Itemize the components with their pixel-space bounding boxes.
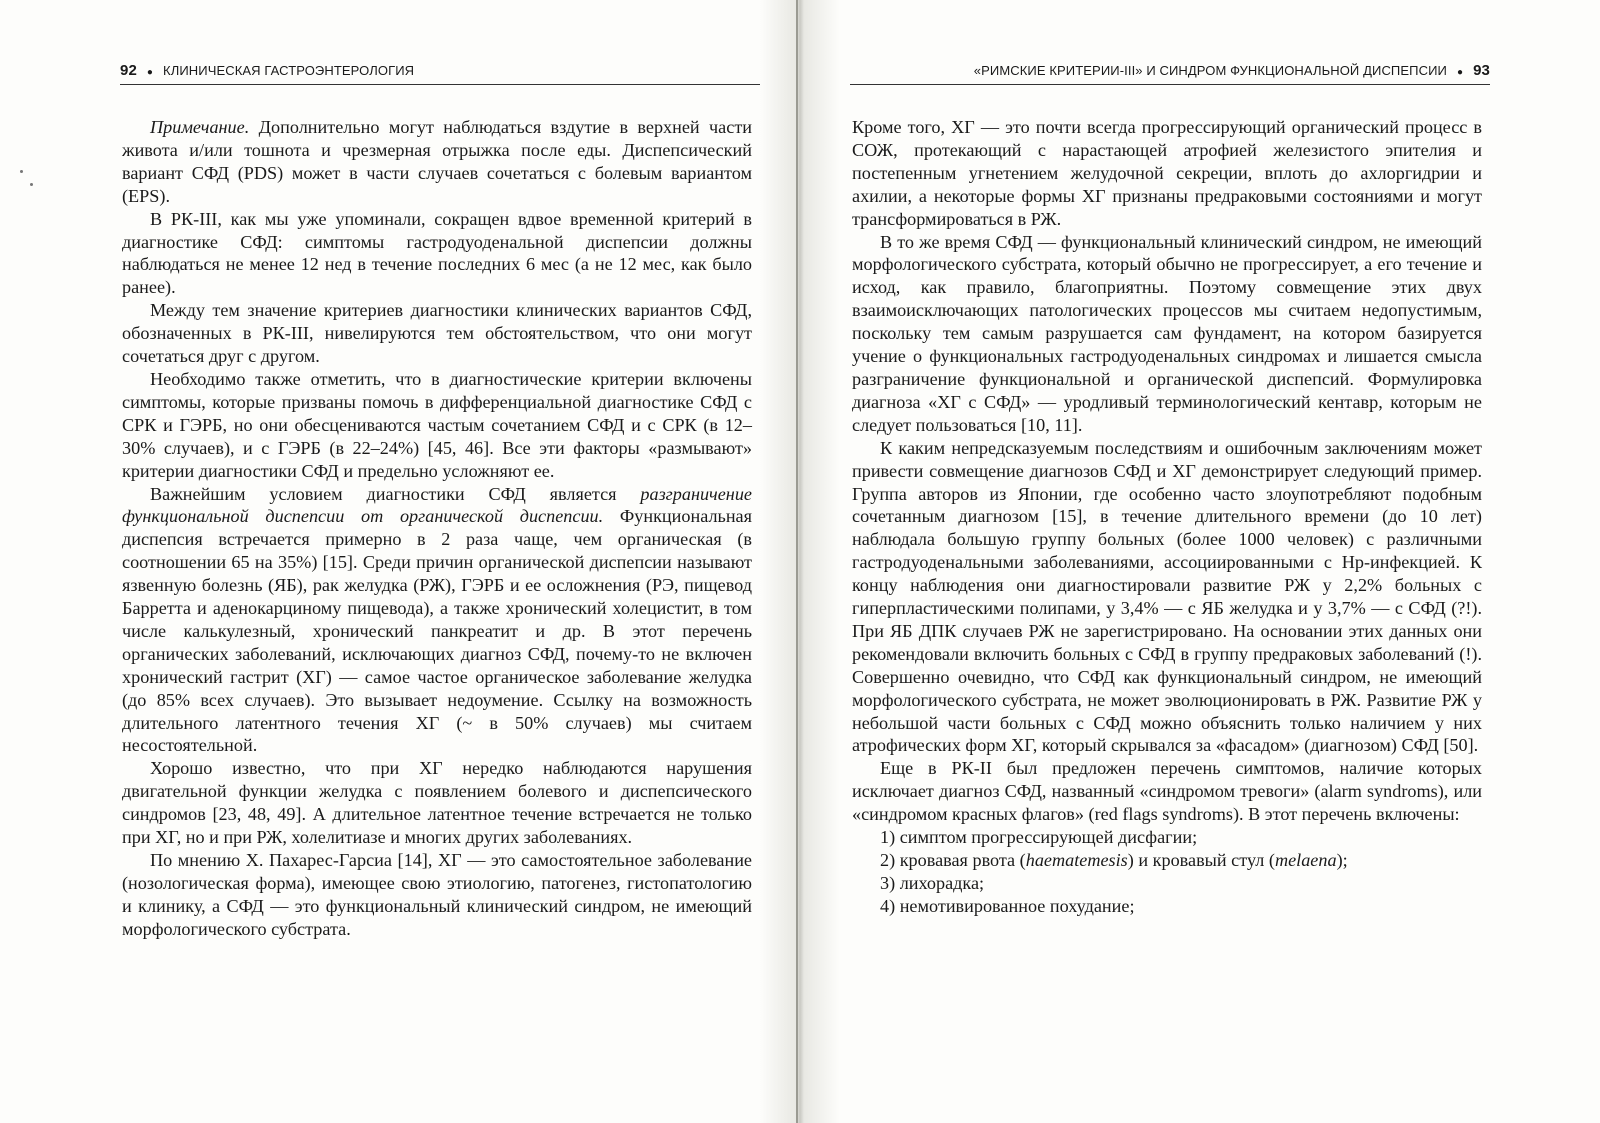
list-item: 1) симптом прогрессирующей дисфагии;: [880, 827, 1198, 848]
list-item: [852, 849, 1482, 872]
paragraph: Еще в РК-II был предложен перечень симптомов, наличие которых исключает диагноз СФД, названный «синдромом тревоги» (alarm syndroms), или «синдромом красных флагов» (red flags syndroms). В этот перечень включены:: [852, 758, 1482, 825]
list-text: 2) кровавая рвота (: [880, 850, 1026, 870]
paragraph: Необходимо также отметить, что в диагностические критерии включены симптомы, которые призваны помочь в дифференциальной диагностике СФД с СРК и ГЭРБ, но они обесцениваются частым сочетанием СФД и с СРК (в 12–30% случаев), и с ГЭРБ (в 22–24%) [45, 46]. Все эти факторы «размывают» критерии диагностики СФД и предельно усложняют ее.: [122, 368, 752, 481]
bullet-icon: ●: [146, 67, 154, 78]
header-title-right: «РИМСКИЕ КРИТЕРИИ-III» И СИНДРОМ ФУНКЦИОНАЛЬНОЙ ДИСПЕПСИИ: [973, 63, 1447, 78]
bullet-icon: ●: [1456, 67, 1464, 78]
paragraph: [122, 116, 752, 208]
page-number-left: 92: [120, 62, 137, 79]
body-text-left: [122, 116, 752, 941]
header-rule-left: [120, 84, 760, 85]
paragraph: Кроме того, ХГ — это почти всегда прогрессирующий органический процесс в СОЖ, протекающий с нарастающей атрофией железистого эпителия и постепенным угнетением желудочной секреции, вплоть до ахлоргидрии и ахилии, а некоторые формы ХГ признаны предраковыми состояниями и могут трансформироваться в РЖ.: [852, 117, 1482, 229]
paragraph-text: Функциональная диспепсия встречается примерно в 2 раза чаще, чем органическая (в соотношении 65 на 35%) [15]. Среди причин органической диспепсии называют язвенную болезнь (ЯБ), рак желудка (РЖ), ГЭРБ и ее осложнения (РЭ, пищевод Барретта и аденокарциному пищевода), а также хронический холецистит, в том числе калькулезный, хронический панкреатит и др. В этот перечень органических заболеваний, исключающих диагноз СФД, почему-то не включен хронический гастрит (ХГ) — самое частое органическое заболевание желудка (до 85% всех случаев). Это вызывает недоумение. Ссылку на возможность длительного латентного течения ХГ (~ в 50% случаев) мы считаем несостоятельной.: [122, 506, 752, 756]
emphasis-text: разграничение функциональной диспепсии от органической диспепсии.: [122, 483, 752, 527]
paragraph-text: Дополнительно могут наблюдаться вздутие в верхней части живота и/или тошнота и чрезмерная отрыжка после еды. Диспепсический вариант СФД (PDS) может в части случаев сочетаться с болевым вариантом (EPS).: [122, 117, 752, 206]
header-title-left: КЛИНИЧЕСКАЯ ГАСТРОЭНТЕРОЛОГИЯ: [163, 63, 415, 78]
running-header-right: [850, 62, 1490, 84]
paragraph-text: Важнейшим условием диагностики СФД является: [150, 483, 641, 504]
note-label: Примечание.: [150, 117, 250, 137]
list-item: 4) немотивированное похудание;: [880, 895, 1135, 916]
paragraph: Между тем значение критериев диагностики клинических вариантов СФД, обозначенных в РК-III, нивелируются тем обстоятельством, что они могут сочетаться друг с другом.: [122, 300, 752, 367]
paragraph: [122, 483, 752, 758]
paragraph: В РК-III, как мы уже упоминали, сокращен вдвое временной критерий в диагностике СФД: симптомы гастродуоденальной диспепсии должны наблюдаться не менее 12 нед в течение последних 6 мес (а не 12 мес, как было ранее).: [122, 208, 752, 298]
list-item: 3) лихорадка;: [880, 872, 985, 893]
body-text-right: [852, 116, 1482, 918]
list-text: ) и кровавый стул (: [1127, 850, 1275, 870]
paragraph: К каким непредсказуемым последствиям и ошибочным заключениям может привести совмещение диагнозов СФД и ХГ демонстрирует следующий пример. Группа авторов из Японии, где особенно часто злоупотребляют подобным сочетанным диагнозом [15], в течение длительного времени (до 10 лет) наблюдала большую группу больных (более 1000 человек) с различными гастродуоденальными заболеваниями, ассоциированными с Нр-инфекцией. К концу наблюдения они диагностировали развитие РЖ у 2,2% больных с гиперпластическими полипами, у 3,4% — с ЯБ желудка и у 3,7% — с СФД (?!). При ЯБ ДПК случаев РЖ не зарегистрировано. На основании этих данных они рекомендовали включить больных с СФД в группу предраковых заболеваний (!). Совершенно очевидно, что СФД как функциональный синдром, не имеющий морфологического субстрата, не может эволюционировать в РЖ. Развитие РЖ у небольшой части больных с СФД можно объяснить только наличием у них атрофических форм ХГ, который скрывался за «фасадом» (диагнозом) СФД [50].: [852, 437, 1482, 756]
latin-term: melaena: [1274, 850, 1337, 870]
header-rule-right: [850, 84, 1490, 85]
latin-term: haematemesis: [1025, 850, 1128, 870]
page-number-right: 93: [1473, 62, 1490, 79]
paragraph: По мнению Х. Пахарес-Гарсиа [14], ХГ — это самостоятельное заболевание (нозологическая форма), имеющее свою этиологию, патогенез, гистопатологию и клинику, а СФД — это функциональный клинический синдром, не имеющий морфологического субстрата.: [122, 850, 752, 939]
running-header-left: [120, 62, 760, 84]
paragraph: В то же время СФД — функциональный клинический синдром, не имеющий морфологического субстрата, который обычно не прогрессирует, а его течение и исход, как правило, благоприятны. Поэтому совмещение этих двух взаимоисключающих патологических процессов мы считаем недопустимым, поскольку тем самым разрушается сам фундамент, на котором базируется учение о функциональных гастродуоденальных синдромах и лишается смысла разграничение функциональной и органической диспепсий. Формулировка диагноза «ХГ с СФД» — уродливый терминологический кентавр, которым не следует пользоваться [10, 11].: [852, 231, 1482, 435]
list-text: );: [1336, 850, 1348, 870]
paragraph: Хорошо известно, что при ХГ нередко наблюдаются нарушения двигательной функции желудка с появлением болевого и диспепсического синдромов [23, 48, 49]. А длительное латентное течение встречается не только при ХГ, но и при РЖ, холелитиазе и многих других заболеваниях.: [122, 758, 752, 848]
